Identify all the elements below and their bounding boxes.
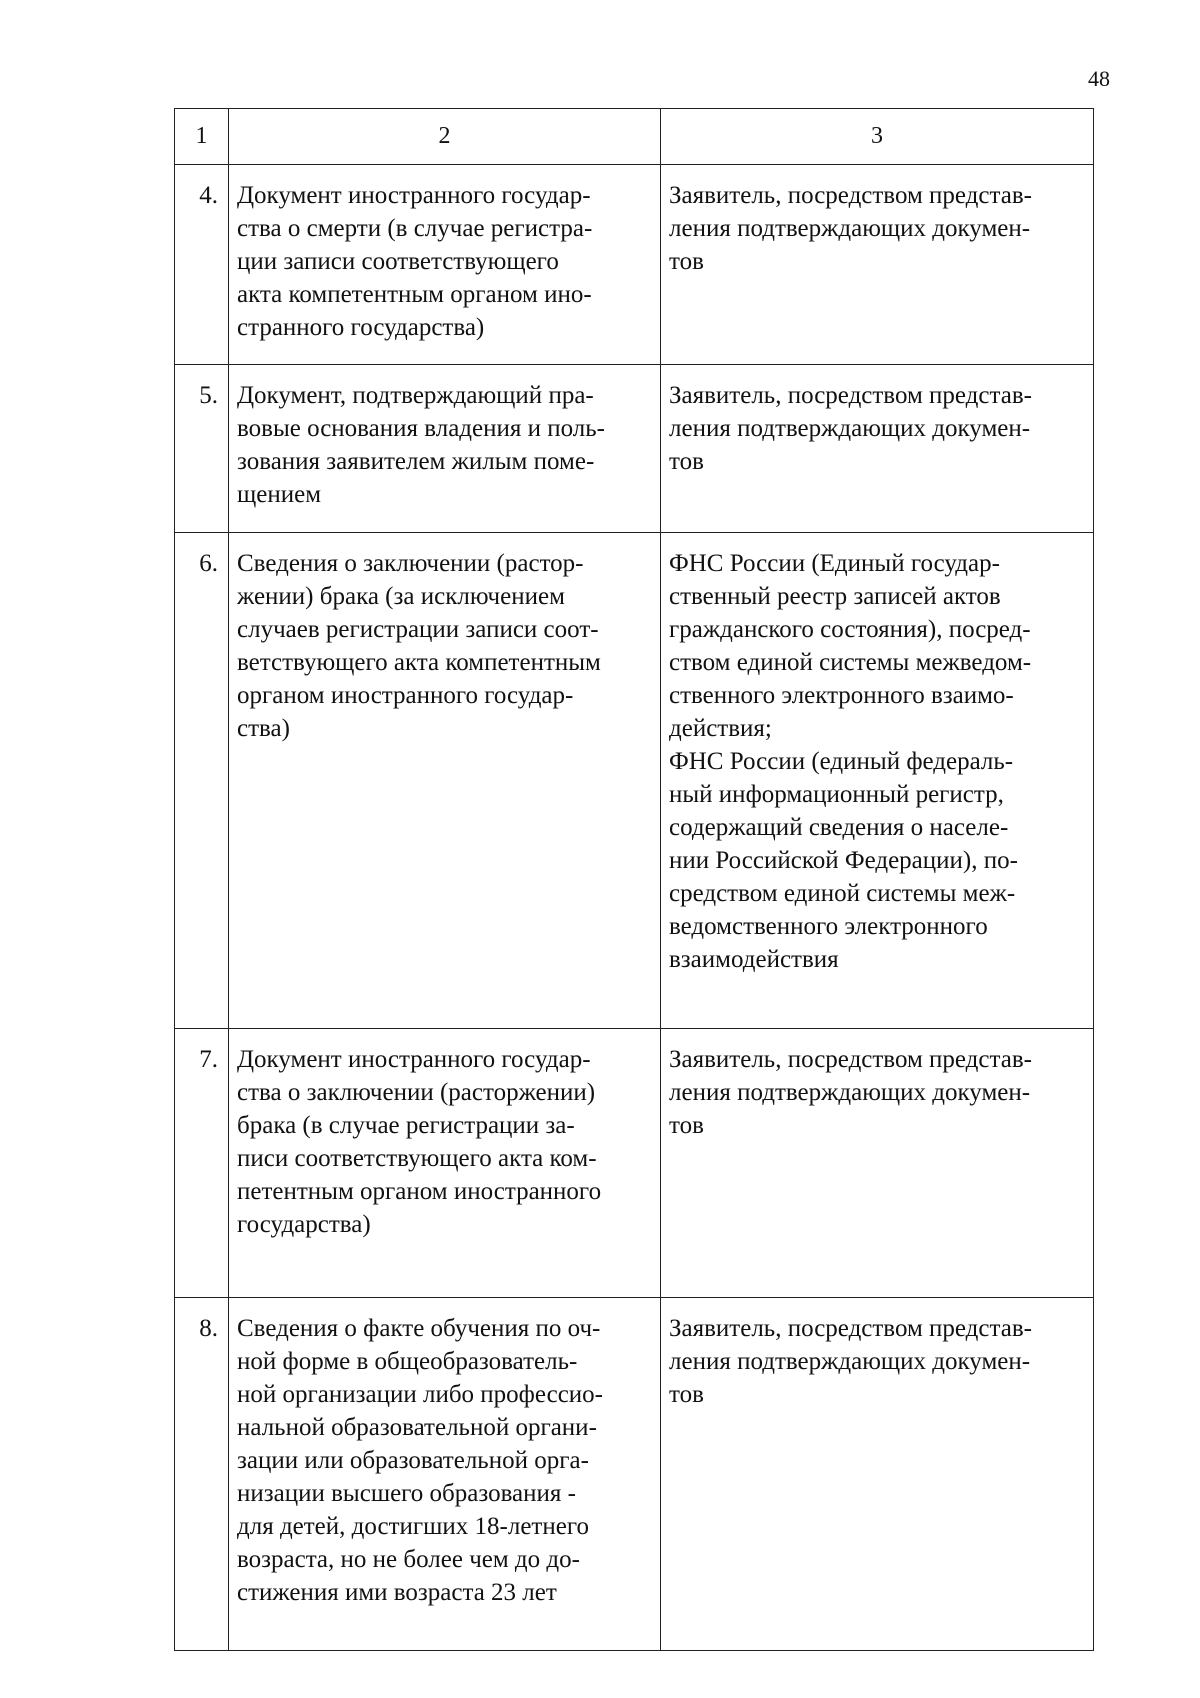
- row-number: 7.: [175, 1029, 229, 1298]
- table-row: [175, 365, 1094, 533]
- row-number: 6.: [175, 533, 229, 1029]
- row-number: 4.: [175, 165, 229, 365]
- row-number: 5.: [175, 365, 229, 533]
- source-cell: Заявитель, посредством представ- ления подтверждающих докумен- тов: [661, 1029, 1094, 1298]
- document-cell: Документ иностранного государ- ства о смерти (в случае регистра- ции записи соответствующего акта компетентным органом ино- странного государства): [229, 165, 661, 365]
- document-cell: Документ, подтверждающий пра- вовые основания владения и поль- зования заявителем жилым поме- щением: [229, 365, 661, 533]
- document-cell: Сведения о заключении (растор- жении) брака (за исключением случаев регистрации записи соот- ветствующего акта компетентным органом иностранного государ- ства): [229, 533, 661, 1029]
- table-row: [175, 533, 1094, 1029]
- table-row: [175, 165, 1094, 365]
- source-cell: Заявитель, посредством представ- ления подтверждающих докумен- тов: [661, 1298, 1094, 1651]
- row-number: 8.: [175, 1298, 229, 1651]
- table-row: [175, 1029, 1094, 1298]
- table-header-row: [175, 109, 1094, 165]
- source-cell: Заявитель, посредством представ- ления подтверждающих докумен- тов: [661, 165, 1094, 365]
- page-number: 48: [1088, 66, 1110, 91]
- table-row: [175, 1298, 1094, 1651]
- header-cell-1: 1: [175, 109, 229, 165]
- header-cell-2: 2: [229, 109, 661, 165]
- document-cell: Сведения о факте обучения по оч- ной форме в общеобразователь- ной организации либо профессио- нальной образовательной органи- зации или образовательной орга- низации высшего образования - для детей, достигших 18-летнего возраста, но не более чем до до- стижения ими возраста 23 лет: [229, 1298, 661, 1651]
- documents-table: [174, 108, 1094, 1651]
- header-cell-3: 3: [661, 109, 1094, 165]
- source-cell: Заявитель, посредством представ- ления подтверждающих докумен- тов: [661, 365, 1094, 533]
- source-cell: ФНС России (Единый государ- ственный реестр записей актов гражданского состояния), посред- ством единой системы межведом- ственного электронного взаимо- действия; ФНС России (единый федераль- ный информационный регистр, содержащий сведения о населе- нии Российской Федерации), по- средством единой системы меж- ведомственного электронного взаимодействия: [661, 533, 1094, 1029]
- document-cell: Документ иностранного государ- ства о заключении (расторжении) брака (в случае регистрации за- писи соответствующего акта ком- петентным органом иностранного государства): [229, 1029, 661, 1298]
